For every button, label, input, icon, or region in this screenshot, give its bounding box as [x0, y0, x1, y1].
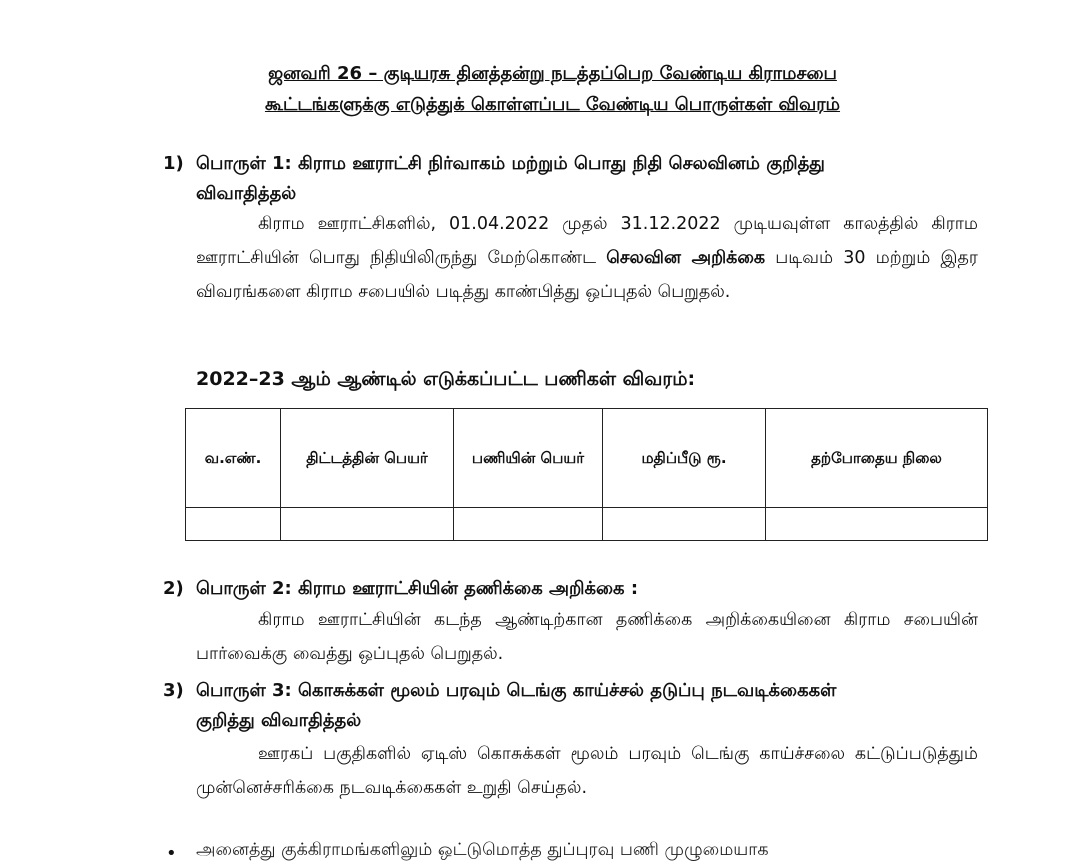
- item-1-body: [196, 207, 978, 309]
- bullet-icon: •: [166, 843, 177, 864]
- table-cell: [281, 508, 454, 541]
- item-1-body-part-1: கிராம ஊராட்சிகளில், 01.04.2022 முதல் 31.12.2022 முடியவுள்ள காலத்தில் கிராம ஊராட்சியின் பொது நிதியிலிருந்து மேற்கொண்ட: [196, 214, 978, 268]
- item-3-number: 3): [163, 680, 184, 701]
- document-title-line-2: கூட்டங்களுக்கு எடுத்துக் கொள்ளப்பட வேண்டிய பொருள்கள் விவரம்: [264, 94, 841, 115]
- item-3-body-text: ஊரகப் பகுதிகளில் ஏடிஸ் கொசுக்கள் மூலம் பரவும் டெங்கு காய்ச்சலை கட்டுப்படுத்தும் முன்னெச்சரிக்கை நடவடிக்கைகள் உறுதி செய்தல்.: [196, 744, 978, 798]
- item-3-heading-line-1: பொருள் 3: கொசுக்கள் மூலம் பரவும் டெங்கு காய்ச்சல் தடுப்பு நடவடிக்கைகள்: [196, 680, 837, 701]
- document-title-line-1: ஜனவரி 26 – குடியரசு தினத்தன்று நடத்தப்பெற வேண்டிய கிராமசபை: [268, 63, 837, 84]
- item-1-heading-line-1: பொருள் 1: கிராம ஊராட்சி நிர்வாகம் மற்றும் பொது நிதி செலவினம் குறித்து: [196, 153, 825, 174]
- item-1-heading-line-2: விவாதித்தல்: [196, 183, 297, 204]
- item-1-number: 1): [163, 153, 184, 174]
- table-cell: [766, 508, 988, 541]
- works-table: [185, 408, 988, 541]
- table-cell: [186, 508, 281, 541]
- item-2-number: 2): [163, 578, 184, 599]
- table-cell: [603, 508, 766, 541]
- item-2-heading: பொருள் 2: கிராம ஊராட்சியின் தணிக்கை அறிக்கை :: [196, 578, 639, 599]
- table-cell: [454, 508, 603, 541]
- column-header-work-name: பணியின் பெயர்: [454, 409, 603, 508]
- column-header-estimate: மதிப்பீடு ரூ.: [603, 409, 766, 508]
- column-header-serial-no: வ.எண்.: [186, 409, 281, 508]
- item-3-heading-line-2: குறித்து விவாதித்தல்: [196, 710, 362, 731]
- column-header-current-status: தற்போதைய நிலை: [766, 409, 988, 508]
- item-3-body: [196, 737, 978, 805]
- works-table-header-row: [186, 409, 988, 508]
- table-row: [186, 508, 988, 541]
- item-1-body-part-2: படிவம் 30 மற்றும் இதர விவரங்களை கிராம சபையில் படித்து காண்பித்து ஒப்புதல் பெறுதல்.: [196, 248, 978, 302]
- column-header-scheme-name: திட்டத்தின் பெயர்: [281, 409, 454, 508]
- item-1-body-bold: செலவின அறிக்கை: [606, 248, 766, 268]
- item-2-body-text: கிராம ஊராட்சியின் கடந்த ஆண்டிற்கான தணிக்கை அறிக்கையினை கிராம சபையின் பார்வைக்கு வைத்து ஒப்புதல் பெறுதல்.: [196, 610, 978, 664]
- item-2-body: [196, 603, 978, 671]
- cut-off-line: அனைத்து குக்கிராமங்களிலும் ஒட்டுமொத்த துப்புரவு பணி முழுமையாக: [196, 840, 769, 860]
- works-heading: 2022–23 ஆம் ஆண்டில் எடுக்கப்பட்ட பணிகள் விவரம்:: [196, 368, 696, 390]
